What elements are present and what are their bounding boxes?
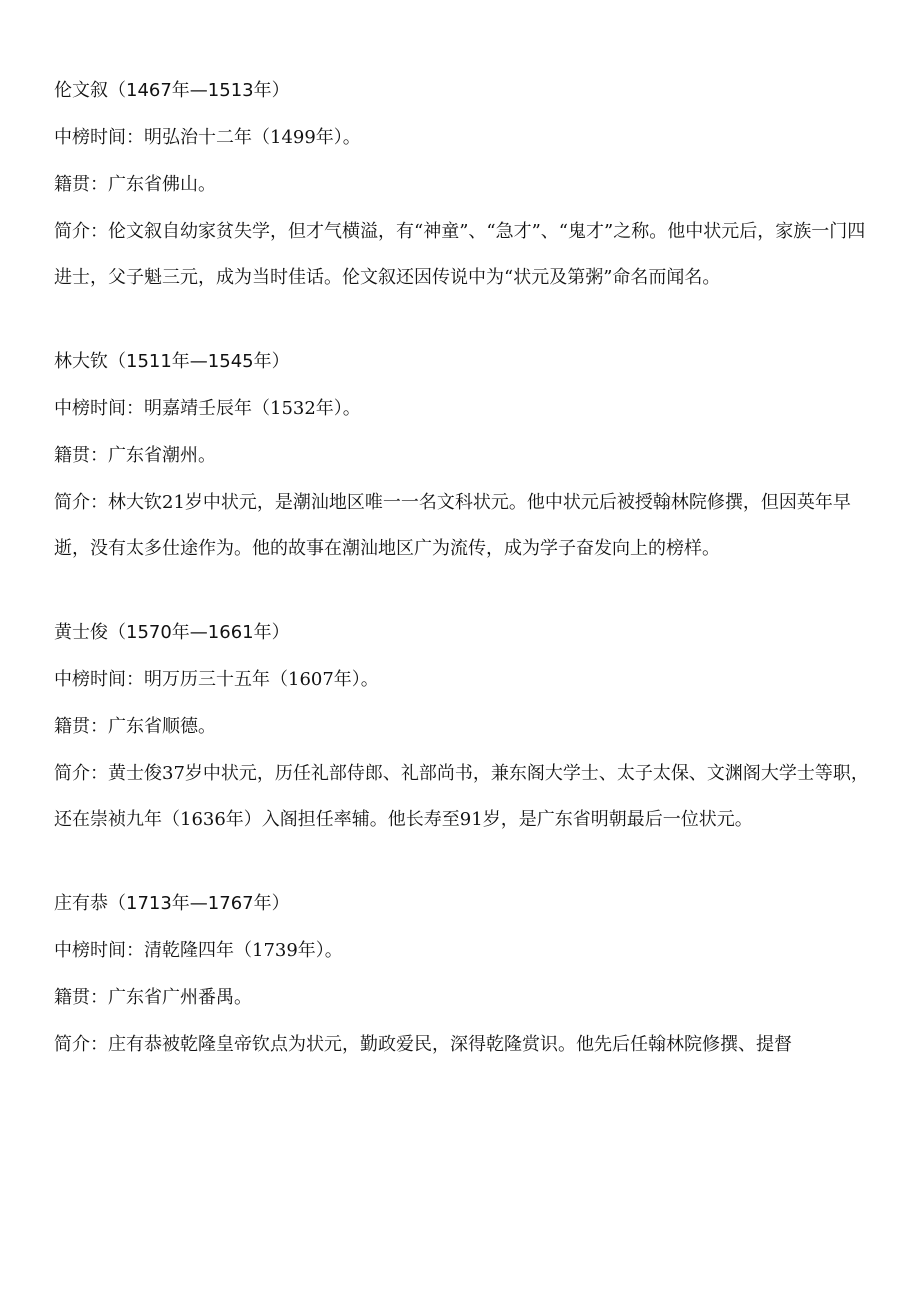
entry-heading: 林大钦（1511年—1545年）: [54, 351, 290, 372]
entry-heading: 伦文叙（1467年—1513年）: [54, 80, 290, 101]
entry-zhuang-yougong: [54, 885, 872, 1068]
entry-lun-wenxu: [54, 72, 872, 301]
entry-origin: 籍贯：广东省广州番禺。: [54, 987, 252, 1008]
entry-origin: 籍贯：广东省佛山。: [54, 174, 216, 195]
entry-origin: 籍贯：广东省潮州。: [54, 445, 216, 466]
entry-huang-shijun: [54, 614, 872, 843]
entry-origin: 籍贯：广东省顺德。: [54, 716, 216, 737]
entry-exam-time: 中榜时间：明嘉靖壬辰年（1532年）。: [54, 398, 361, 419]
entry-intro: 简介：庄有恭被乾隆皇帝钦点为状元，勤政爱民，深得乾隆赏识。他先后任翰林院修撰、提督: [54, 1034, 792, 1055]
entry-exam-time: 中榜时间：清乾隆四年（1739年）。: [54, 940, 343, 961]
entry-heading: 庄有恭（1713年—1767年）: [54, 893, 290, 914]
entry-lin-daqin: [54, 343, 872, 572]
entry-intro: 简介：伦文叙自幼家贫失学，但才气横溢，有“神童”、“急才”、“鬼才”之称。他中状元后，家族一门四进士，父子魁三元，成为当时佳话。伦文叙还因传说中为“状元及第粥”命名而闻名。: [54, 221, 866, 288]
entry-exam-time: 中榜时间：明弘治十二年（1499年）。: [54, 127, 361, 148]
entry-heading: 黄士俊（1570年—1661年）: [54, 622, 290, 643]
entry-exam-time: 中榜时间：明万历三十五年（1607年）。: [54, 669, 379, 690]
entry-intro: 简介：林大钦21岁中状元，是潮汕地区唯一一名文科状元。他中状元后被授翰林院修撰，但因英年早逝，没有太多仕途作为。他的故事在潮汕地区广为流传，成为学子奋发向上的榜样。: [54, 492, 851, 559]
document-page: [54, 72, 872, 1078]
entry-intro: 简介：黄士俊37岁中状元，历任礼部侍郎、礼部尚书，兼东阁大学士、太子太保、文渊阁大学士等职，还在崇祯九年（1636年）入阁担任率辅。他长寿至91岁，是广东省明朝最后一位状元。: [54, 763, 869, 830]
